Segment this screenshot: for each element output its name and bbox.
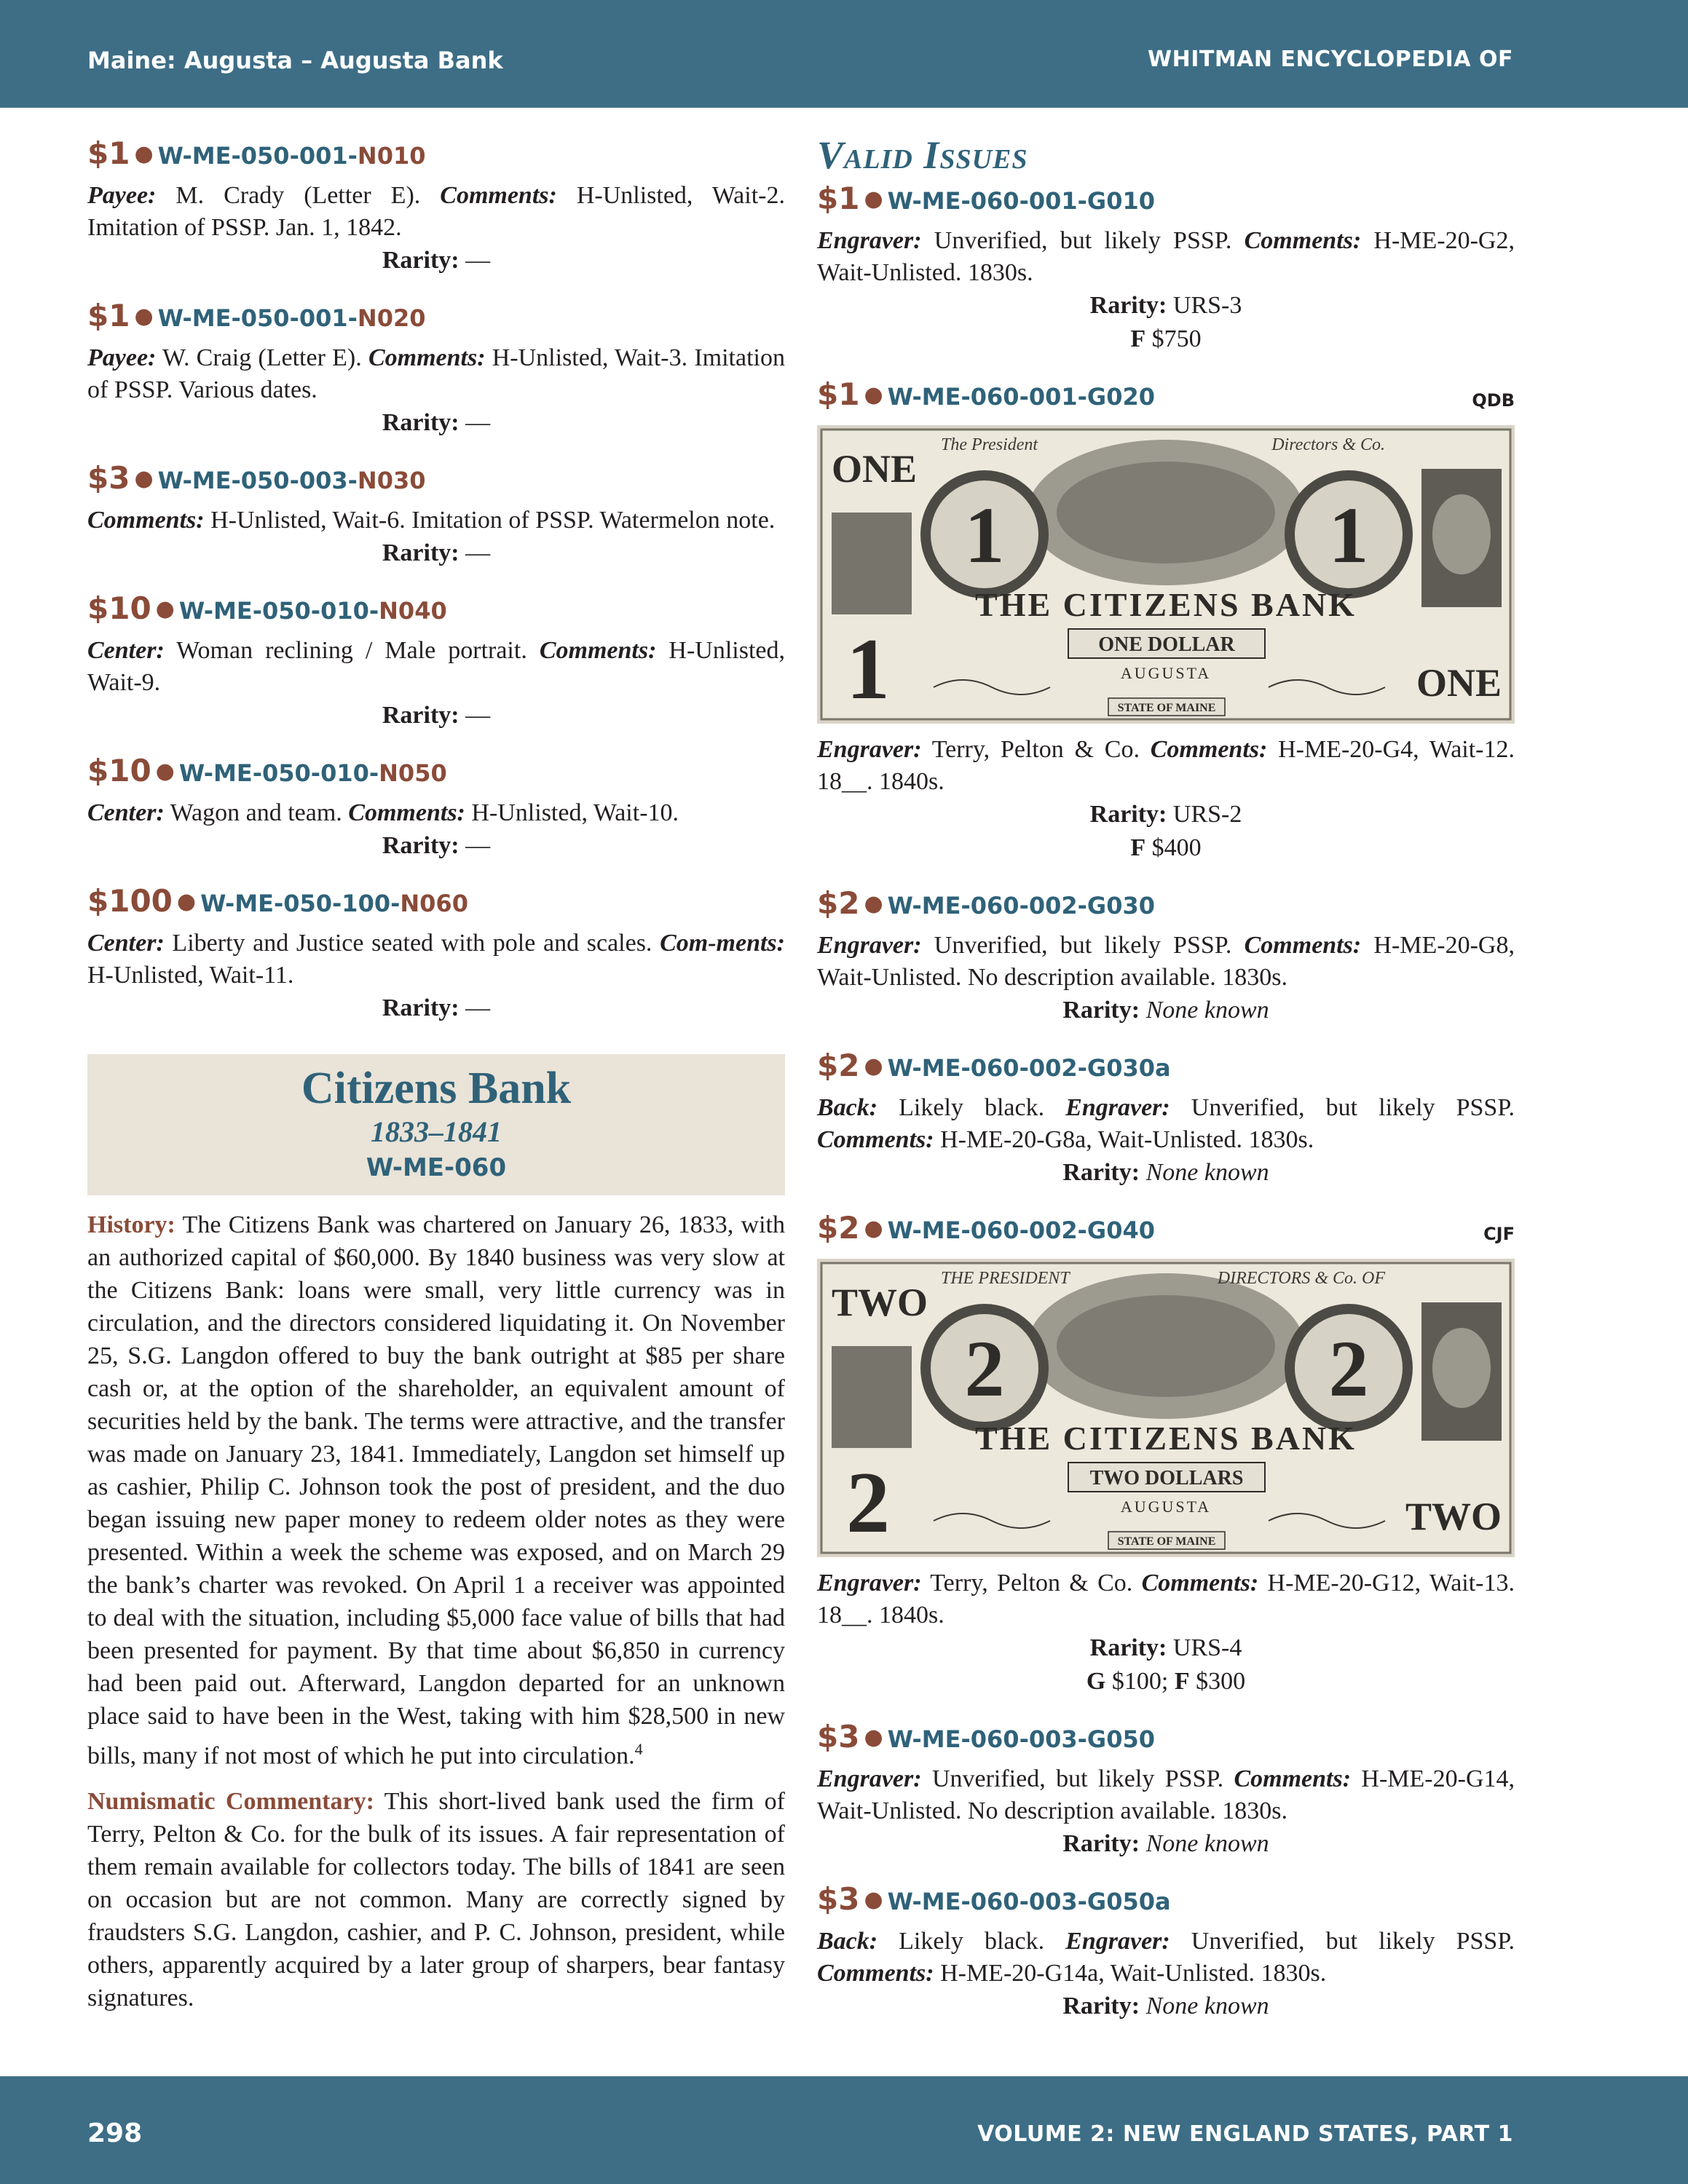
rarity-line [817,289,1515,323]
field-label: Comments: [440,182,557,209]
denomination: $2 [817,1210,860,1246]
entry-heading [817,179,1515,225]
running-head-right: WHITMAN ENCYCLOPEDIA OF [1148,47,1513,72]
rarity-line [87,992,785,1025]
field-text: M. Crady (Letter E). [156,182,441,209]
field-text: H-Unlisted, Wait-2. Imitation of PSSP. Jan. 1, 1842. [87,182,785,241]
entry-description [87,635,785,699]
corner-numeral: 2 [846,1454,890,1551]
entry-description [817,1763,1515,1827]
rarity-value: — [465,539,491,566]
field-label: Engraver: [817,932,922,959]
bullet-icon: ● [176,889,197,914]
note-bank-name: THE CITIZENS BANK [975,586,1357,623]
catalog-entry [87,882,785,1025]
catalog-prefix: W-ME-050-001- [157,142,358,170]
field-text: Unverified, but likely PSSP. [921,227,1245,254]
rarity-line [817,994,1515,1027]
entry-heading [817,1717,1515,1763]
rarity-label: Rarity: [382,409,460,436]
bullet-icon: ● [134,304,154,329]
field-text: Terry, Pelton & Co. [921,1570,1142,1597]
rarity-label: Rarity: [382,832,460,859]
entry-description [817,930,1515,994]
entry-description [87,505,785,537]
field-text: H-ME-20-G12, Wait-13. 18__. 1840s. [817,1570,1515,1629]
field-label: Comments: [1141,1570,1259,1597]
entry-heading [817,1880,1515,1926]
bullet-icon: ● [155,759,175,784]
catalog-number [179,759,447,787]
bullet-icon: ● [864,1216,883,1241]
entry-heading [87,296,785,342]
rarity-value: URS-4 [1172,1634,1242,1661]
rarity-label: Rarity: [1089,801,1167,828]
denomination: $3 [817,1881,860,1917]
catalog-suffix: N030 [357,467,426,494]
bullet-icon: ● [864,1725,883,1750]
catalog-entry [817,884,1515,1027]
field-text: Likely black. [877,1928,1066,1955]
numismatic-label: Numismatic Commentary: [87,1788,374,1816]
medallion-numeral: 1 [1328,491,1369,579]
note-top-left: The President [941,435,1038,454]
field-text: Terry, Pelton & Co. [921,736,1151,763]
bank-years: 1833–1841 [371,1115,502,1148]
field-text: H-ME-20-G8a, Wait-Unlisted. 1830s. [934,1126,1314,1153]
catalog-suffix: N060 [400,890,468,917]
price-value: $300 [1196,1668,1246,1695]
catalog-suffix: N020 [357,304,426,332]
image-credit: CJF [1483,1224,1515,1244]
entry-heading [817,375,1515,421]
bank-code: W-ME-060 [366,1153,507,1182]
rarity-value: None known [1145,1159,1269,1186]
entry-description [817,1567,1515,1631]
entry-description [87,342,785,406]
catalog-entry [817,1880,1515,2023]
field-text: Unverified, but likely PSSP. [921,932,1245,959]
valid-issues-title: Valid Issues [817,133,1028,177]
corner-label-top: ONE [832,447,918,491]
catalog-number [158,304,426,332]
rarity-line [87,537,785,570]
field-label: Center: [87,930,165,957]
page-header [0,0,1688,108]
entry-description [87,797,785,829]
running-foot-right: VOLUME 2: NEW ENGLAND STATES, PART 1 [977,2121,1513,2147]
entry-heading [87,589,785,635]
catalog-suffix: N050 [379,759,447,787]
catalog-suffix: N040 [379,597,447,625]
catalog-entry [87,459,785,570]
field-label: Comments: [1150,736,1268,763]
catalog-number [179,597,447,625]
field-label: Engraver: [817,736,922,763]
catalog-suffix: N010 [357,142,426,170]
footnote-ref: 4 [634,1740,643,1758]
field-label: Back: [817,1094,878,1121]
note-bank-name: THE CITIZENS BANK [975,1420,1357,1457]
rarity-line [87,829,785,863]
catalog-entry [817,179,1515,356]
catalog-number [158,142,426,170]
entry-heading [817,1046,1515,1092]
catalog-prefix: W-ME-060-002-G040 [887,1216,1155,1244]
catalog-prefix: W-ME-060-003-G050 [887,1725,1155,1753]
field-text: H-ME-20-G14a, Wait-Unlisted. 1830s. [934,1960,1327,1987]
catalog-prefix: W-ME-060-002-G030a [887,1054,1171,1082]
denomination: $1 [87,298,130,333]
catalog-number [200,890,468,917]
field-text: Liberty and Justice seated with pole and scales. [164,930,660,957]
note-top-right: DIRECTORS & Co. OF [1217,1269,1385,1288]
entry-heading [87,134,785,180]
rarity-line [87,699,785,732]
catalog-prefix: W-ME-060-002-G030 [887,892,1155,919]
field-label: Comments: [87,507,205,534]
corner-label-bottom: ONE [1416,661,1502,705]
rarity-label: Rarity: [1062,1159,1140,1186]
note-top-left: THE PRESIDENT [941,1269,1070,1288]
rarity-line [817,1827,1515,1861]
price-line: G $100; F $300 [1086,1668,1246,1695]
right-column [817,134,1515,2042]
field-label: Engraver: [1065,1094,1170,1121]
denomination: $1 [87,135,130,171]
field-text: H-Unlisted, Wait-11. [87,962,294,989]
bullet-icon: ● [134,141,154,167]
field-label: Engraver: [817,227,922,254]
field-label: Comments: [1244,227,1362,254]
field-text: Unverified, but likely PSSP. [921,1765,1234,1792]
note-state: STATE OF MAINE [1117,702,1216,714]
catalog-prefix: W-ME-050-003- [157,467,358,494]
note-top-right: Directors & Co. [1271,435,1385,454]
rarity-line [817,1156,1515,1190]
rarity-line [817,798,1515,831]
field-label: Com-ments: [660,930,785,957]
field-text: W. Craig (Letter E). [156,344,368,371]
rarity-value: None known [1145,1830,1269,1857]
rarity-line [817,1990,1515,2023]
denomination: $10 [87,590,151,626]
catalog-number [158,467,426,494]
field-text: Woman reclining / Male portrait. [164,637,540,664]
price-line [817,323,1515,356]
catalog-prefix: W-ME-060-001-G020 [887,383,1155,411]
image-credit: QDB [1472,390,1515,411]
entry-heading [87,751,785,797]
field-label: Engraver: [817,1765,922,1792]
catalog-entry [817,1717,1515,1861]
rarity-line [87,244,785,277]
field-label: Center: [87,799,165,826]
field-label: Back: [817,1928,878,1955]
field-text: H-ME-20-G8, Wait-Unlisted. No description available. 1830s. [817,932,1515,991]
rarity-value: URS-3 [1172,292,1242,319]
entry-heading [87,882,785,927]
catalog-entry [817,1208,1515,1698]
catalog-number [888,892,1155,919]
field-label: Comments: [817,1126,934,1153]
denomination: $10 [87,753,151,788]
field-label: Comments: [368,344,486,371]
catalog-number [888,1054,1171,1082]
catalog-number [888,1725,1155,1753]
catalog-entry [87,589,785,732]
rarity-label: Rarity: [382,702,460,729]
bullet-icon: ● [134,466,154,491]
price-grade: F [1130,834,1146,861]
denomination: $1 [817,181,860,216]
numismatic-text: This short-lived bank used the firm of Terry, Pelton & Co. for the bulk of its issues. A fair representation of them remain available for collectors today. The bills of 1841 are seen on occasion but are not common. Many are correctly signed by fraudsters S.G. Langdon, cashier, and P. C. Johnson, president, while others, apparently acquired by a later group of sharpers, bear fantasy signatures. [87,1788,785,2012]
bullet-icon: ● [864,382,883,408]
bullet-icon: ● [864,1053,883,1079]
running-head-left: Maine: Augusta – Augusta Bank [87,47,503,74]
left-entries [87,134,785,1025]
field-label: Payee: [87,344,157,371]
bank-title-box [87,1054,785,1195]
catalog-number [888,1216,1155,1244]
field-label: Comments: [1244,932,1362,959]
catalog-entry [87,296,785,440]
denomination: $100 [87,883,173,919]
catalog-number [888,383,1155,411]
rarity-value: URS-2 [1172,801,1242,828]
bullet-icon: ● [155,596,175,622]
catalog-number [888,1888,1171,1915]
rarity-value: — [465,832,491,859]
rarity-value: — [465,994,491,1021]
field-label: Engraver: [817,1570,922,1597]
rarity-line [817,1631,1515,1665]
bank-name: Citizens Bank [301,1064,572,1113]
field-text: H-Unlisted, Wait-9. [87,637,786,696]
rarity-value: None known [1145,997,1269,1024]
field-text: H-ME-20-G14, Wait-Unlisted. No description available. 1830s. [817,1765,1515,1824]
price-value: $100 [1111,1668,1162,1695]
rarity-value: — [465,702,491,729]
rarity-label: Rarity: [382,539,460,566]
entry-description [87,927,785,992]
entry-heading [817,1208,1515,1254]
field-label: Center: [87,637,165,664]
catalog-prefix: W-ME-050-010- [178,597,379,625]
field-text: H-Unlisted, Wait-6. Imitation of PSSP. Watermelon note. [204,507,776,534]
rarity-label: Rarity: [382,994,460,1021]
field-text: H-ME-20-G2, Wait-Unlisted. 1830s. [817,227,1515,286]
rarity-value: — [465,247,491,274]
catalog-entry [817,1046,1515,1190]
right-entries [817,179,1515,2023]
page-number: 298 [87,2118,143,2148]
price-value: $750 [1151,325,1202,352]
rarity-line [87,406,785,440]
rarity-label: Rarity: [1062,997,1140,1024]
bullet-icon: ● [864,891,883,917]
denomination: $3 [817,1719,860,1754]
denomination: $2 [817,1048,860,1083]
note-amount: TWO DOLLARS [1089,1467,1244,1489]
field-text: H-ME-20-G4, Wait-12. 18__. 1840s. [817,736,1515,795]
medallion-numeral: 2 [1328,1324,1369,1413]
rarity-label: Rarity: [1062,1830,1140,1857]
entry-description [817,225,1515,289]
bullet-icon: ● [864,186,883,212]
entry-description [87,180,785,244]
price-value: $400 [1151,834,1202,861]
field-text: Unverified, but likely PSSP. [1170,1928,1515,1955]
catalog-prefix: W-ME-060-003-G050a [887,1888,1171,1915]
rarity-label: Rarity: [1089,1634,1167,1661]
catalog-prefix: W-ME-050-001- [157,304,358,332]
rarity-value: None known [1145,1993,1269,2019]
catalog-number [888,187,1155,215]
history-label: History: [87,1211,175,1238]
entry-description [817,1926,1515,1990]
field-label: Comments: [348,799,465,826]
denomination: $1 [817,376,860,412]
denomination: $3 [87,460,130,496]
field-text: Likely black. [877,1094,1066,1121]
field-text: H-Unlisted, Wait-3. Imitation of PSSP. Various dates. [87,344,785,403]
catalog-prefix: W-ME-050-100- [200,890,401,917]
entry-heading [817,884,1515,930]
corner-numeral: 1 [846,620,890,717]
rarity-value: — [465,409,491,436]
catalog-entry [817,375,1515,865]
rarity-label: Rarity: [1089,292,1167,319]
catalog-prefix: W-ME-060-001-G010 [887,187,1155,215]
price-grade: F [1174,1668,1190,1695]
corner-label-top: TWO [832,1281,928,1324]
entry-description [817,734,1515,798]
catalog-entry [87,134,785,277]
medallion-numeral: 2 [964,1324,1005,1413]
note-place: AUGUSTA [1120,1497,1212,1516]
field-text: H-Unlisted, Wait-10. [465,799,679,826]
banknote-image [817,1259,1515,1557]
banknote-image [817,425,1515,724]
medallion-numeral: 1 [964,491,1005,579]
denomination: $2 [817,885,860,921]
field-text: Unverified, but likely PSSP. [1170,1094,1515,1121]
field-text: Wagon and team. [164,799,349,826]
price-line [817,831,1515,865]
left-column [87,134,785,2014]
rarity-label: Rarity: [382,247,460,274]
note-place: AUGUSTA [1120,664,1212,682]
numismatic-paragraph [87,1785,785,2014]
field-label: Comments: [817,1960,934,1987]
history-text: The Citizens Bank was chartered on January 26, 1833, with an authorized capital of $60,000. By 1840 business was very slow at the Citizens Bank: loans were small, very little currency was in circulation, and the directors considered liquidating it. On November 25, S.G. Langdon offered to buy the bank outright at $85 per share cash or, at the option of the shareholder, an equivalent amount of securities held by the bank. The terms were attractive, and the transfer was made on January 23, 1841. Immediately, Langdon set himself up as cashier, Philip C. Johnson took the post of president, and the duo began issuing new paper money to redeem older notes as they were presented. Within a week the scheme was exposed, and on March 29 the bank’s charter was revoked. On April 1 a receiver was appointed to deal with the situation, including $5,000 face value of bills that had been presented for payment. By that time about $6,850 in currency had been paid out. Afterward, Langdon departed for an unknown place said to have been in the West, taking with him $28,500 in new bills, many if not most of which he put into circulation. [87,1211,785,1770]
corner-label-bottom: TWO [1405,1495,1502,1538]
field-label: Comments: [1234,1765,1352,1792]
price-grade: G [1086,1668,1106,1695]
rarity-label: Rarity: [1062,1993,1140,2019]
field-label: Engraver: [1065,1928,1170,1955]
entry-description [817,1092,1515,1156]
entry-heading [87,459,785,505]
history-paragraph [87,1208,785,1772]
catalog-entry [87,751,785,863]
bullet-icon: ● [864,1887,883,1912]
field-label: Comments: [539,637,657,664]
page-footer [0,2076,1688,2184]
catalog-prefix: W-ME-050-010- [178,759,379,787]
note-amount: ONE DOLLAR [1098,633,1235,656]
note-state: STATE OF MAINE [1117,1535,1216,1548]
price-grade: F [1130,325,1146,352]
field-label: Payee: [87,182,157,209]
